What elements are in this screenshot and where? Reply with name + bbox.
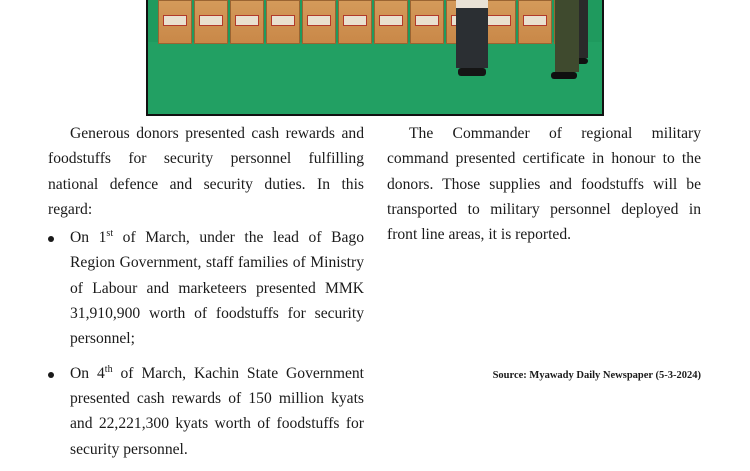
ordinal-suffix: th <box>104 363 113 375</box>
right-column <box>387 121 701 247</box>
donation-box <box>338 0 372 44</box>
civilian-feet <box>458 68 486 76</box>
donation-box <box>158 0 192 44</box>
list-item-kachin <box>48 361 364 462</box>
bullet-prefix: On 4 <box>70 364 105 382</box>
donation-box <box>410 0 444 44</box>
left-column <box>48 121 364 471</box>
ordinal-suffix: st <box>106 228 114 240</box>
donation-ceremony-photo <box>146 0 604 116</box>
civilian-shirt <box>456 0 488 8</box>
green-floor <box>148 42 602 114</box>
donation-box-stack <box>148 0 602 46</box>
donation-box <box>230 0 264 44</box>
donation-box <box>266 0 300 44</box>
source-credit: Source: Myawady Daily Newspaper (5-3-2024) <box>492 370 701 381</box>
officer-figure <box>555 0 579 72</box>
donation-box <box>194 0 228 44</box>
civilian-figure <box>456 0 488 68</box>
donation-list <box>48 225 364 462</box>
bullet-text: of March, under the lead of Bago Region Government, staff families of Ministry of Labour and marketeers presented MMK 31,910,900 worth of foodstuffs for security personnel; <box>70 229 364 348</box>
bullet-icon <box>48 372 54 378</box>
bullet-icon <box>48 236 54 242</box>
list-item-bago <box>48 225 364 351</box>
donation-box <box>518 0 552 44</box>
bullet-text: of March, Kachin State Government presented cash rewards of 150 million kyats and 22,221,300 kyats worth of foodstuffs for security personnel. <box>70 364 364 458</box>
officer-feet <box>551 72 577 79</box>
bullet-prefix: On 1 <box>70 229 107 247</box>
commander-paragraph: The Commander of regional military command presented certificate in honour to the donors. Those supplies and foodstuffs will be transported to military personnel deployed in front line areas, it is reported. <box>387 125 701 244</box>
intro-paragraph: Generous donors presented cash rewards and foodstuffs for security personnel fulfilling national defence and security duties. In this regard: <box>48 125 364 218</box>
donation-box <box>302 0 336 44</box>
donation-box <box>374 0 408 44</box>
